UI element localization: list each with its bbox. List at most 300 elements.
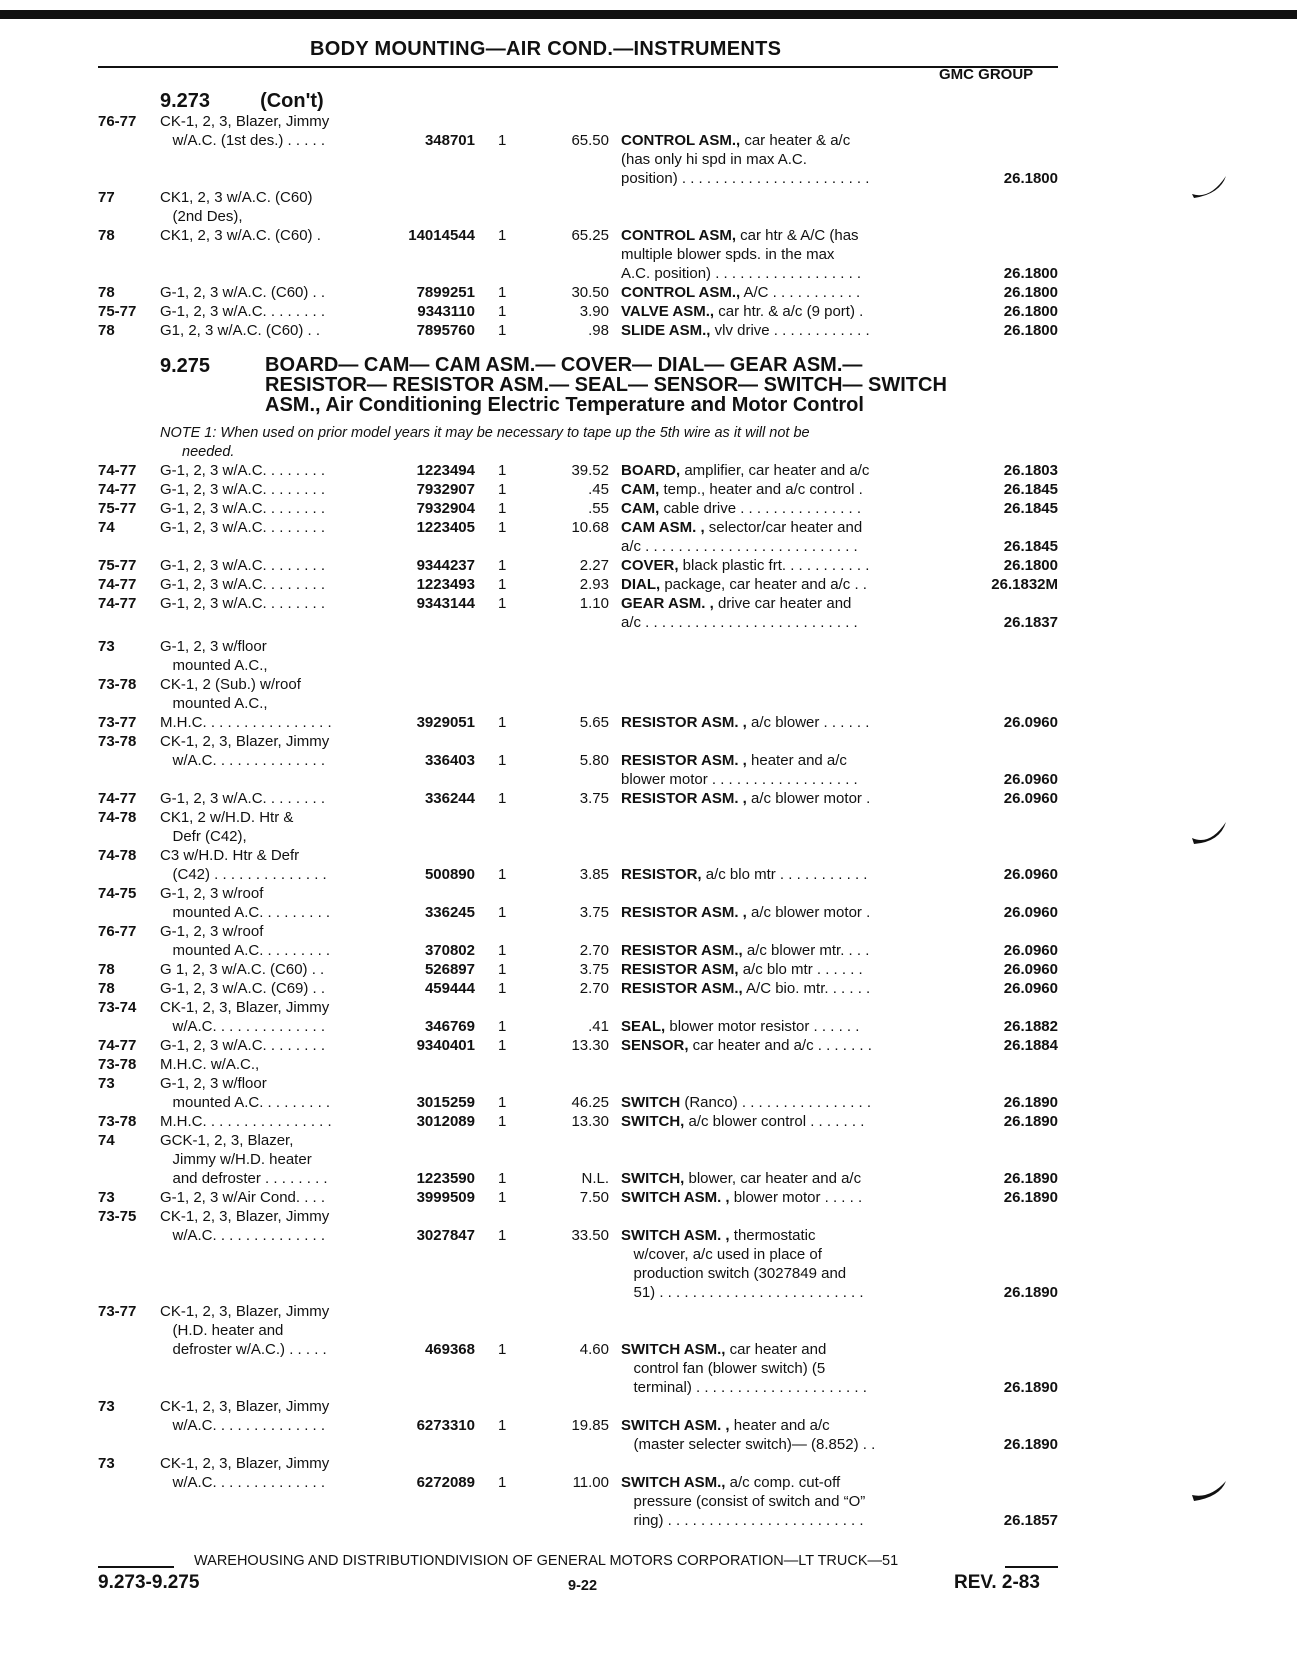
table-row bbox=[0, 461, 1297, 480]
table-row bbox=[0, 188, 1297, 207]
group-number: 26.1800 bbox=[1003, 322, 1058, 339]
part-name: SWITCH ASM., bbox=[621, 1474, 726, 1491]
part-detail: A/C . . . . . . . . . . . bbox=[740, 284, 861, 301]
price: 65.50 bbox=[571, 132, 609, 149]
table-row bbox=[0, 1283, 1297, 1302]
group-number: 26.0960 bbox=[1003, 961, 1058, 978]
section-number: 9.273 bbox=[160, 90, 211, 112]
part-description bbox=[621, 575, 867, 594]
part-description bbox=[621, 245, 834, 264]
model-years: 73 bbox=[98, 1398, 115, 1415]
price: 1.10 bbox=[579, 595, 609, 612]
quantity: 1 bbox=[498, 284, 507, 301]
model-years: 78 bbox=[98, 284, 115, 301]
table-row bbox=[0, 675, 1297, 694]
price: N.L. bbox=[581, 1170, 609, 1187]
part-detail: selector/car heater and bbox=[704, 519, 863, 536]
model-years: 74 bbox=[98, 519, 115, 536]
table-row bbox=[0, 169, 1297, 188]
model-application: G1, 2, 3 w/A.C. (C60) . . bbox=[160, 322, 321, 339]
model-application: CK-1, 2, 3, Blazer, Jimmy bbox=[160, 1208, 330, 1225]
table-row bbox=[0, 1473, 1297, 1492]
part-detail: a/c blower motor . bbox=[746, 904, 871, 921]
table-row bbox=[0, 1397, 1297, 1416]
model-years: 73-78 bbox=[98, 676, 137, 693]
model-application: G-1, 2, 3 w/A.C. . . . . . . . bbox=[160, 481, 326, 498]
model-application: mounted A.C. . . . . . . . . bbox=[160, 904, 331, 921]
part-description bbox=[621, 1492, 865, 1511]
part-detail: a/c blower control . . . . . . . bbox=[684, 1113, 865, 1130]
table-row bbox=[0, 884, 1297, 903]
model-application: G-1, 2, 3 w/A.C. . . . . . . . bbox=[160, 500, 326, 517]
quantity: 1 bbox=[498, 714, 507, 731]
note-line: NOTE 1: When used on prior model years it may be necessary to tape up the 5th wire as it will not be bbox=[160, 425, 810, 441]
model-years: 74-77 bbox=[98, 1037, 137, 1054]
part-name: SWITCH ASM. , bbox=[621, 1227, 730, 1244]
part-number: 1223405 bbox=[416, 519, 475, 536]
quantity: 1 bbox=[498, 904, 507, 921]
part-detail: A/C bio. mtr. . . . . . bbox=[742, 980, 871, 997]
price: .98 bbox=[588, 322, 609, 339]
part-number: 1223590 bbox=[416, 1170, 475, 1187]
part-name: COVER, bbox=[621, 557, 679, 574]
model-application: mounted A.C., bbox=[160, 695, 268, 712]
table-row bbox=[0, 637, 1297, 656]
group-number: 26.1800 bbox=[1003, 170, 1058, 187]
note-line: needed. bbox=[182, 444, 235, 460]
model-application: G 1, 2, 3 w/A.C. (C60) . . bbox=[160, 961, 325, 978]
part-detail: vlv drive . . . . . . . . . . . . bbox=[710, 322, 870, 339]
part-name: SWITCH, bbox=[621, 1113, 685, 1130]
price: 2.27 bbox=[579, 557, 609, 574]
part-description bbox=[621, 941, 869, 960]
table-row bbox=[0, 846, 1297, 865]
table-row bbox=[0, 694, 1297, 713]
table-row bbox=[0, 264, 1297, 283]
model-application: G-1, 2, 3 w/A.C. . . . . . . . bbox=[160, 595, 326, 612]
part-name: SEAL, bbox=[621, 1018, 666, 1035]
quantity: 1 bbox=[498, 1094, 507, 1111]
quantity: 1 bbox=[498, 557, 507, 574]
model-application: mounted A.C. . . . . . . . . bbox=[160, 942, 331, 959]
part-name: RESISTOR ASM. , bbox=[621, 752, 747, 769]
table-row bbox=[0, 518, 1297, 537]
part-number: 3999509 bbox=[416, 1189, 475, 1206]
part-detail: car heater & a/c bbox=[740, 132, 851, 149]
part-description bbox=[621, 789, 870, 808]
part-name: SLIDE ASM., bbox=[621, 322, 711, 339]
price: 3.85 bbox=[579, 866, 609, 883]
group-number: 26.1890 bbox=[1003, 1379, 1058, 1396]
part-detail: blower motor . . . . . . . . . . . . . . . . . . bbox=[621, 771, 858, 788]
table-row bbox=[0, 537, 1297, 556]
part-detail: a/c . . . . . . . . . . . . . . . . . . . . . . . . . . bbox=[621, 538, 858, 555]
part-number: 336244 bbox=[424, 790, 475, 807]
model-years: 74-78 bbox=[98, 809, 137, 826]
model-application: w/A.C. . . . . . . . . . . . . . bbox=[160, 1474, 326, 1491]
part-description bbox=[621, 751, 847, 770]
table-row bbox=[0, 1226, 1297, 1245]
part-description bbox=[621, 613, 858, 632]
part-detail: heater and a/c bbox=[746, 752, 847, 769]
part-detail: multiple blower spds. in the max bbox=[621, 246, 835, 263]
table-row bbox=[0, 789, 1297, 808]
table-row bbox=[0, 207, 1297, 226]
part-number: 7899251 bbox=[416, 284, 475, 301]
model-application: w/A.C. . . . . . . . . . . . . . bbox=[160, 752, 326, 769]
price: 13.30 bbox=[571, 1113, 609, 1130]
part-description bbox=[621, 499, 861, 518]
part-detail: a/c . . . . . . . . . . . . . . . . . . . . . . . . . . bbox=[621, 614, 858, 631]
table-row bbox=[0, 1359, 1297, 1378]
group-number: 26.1845 bbox=[1003, 481, 1058, 498]
part-name: SWITCH ASM., bbox=[621, 1341, 726, 1358]
part-description bbox=[621, 1226, 815, 1245]
model-application: CK-1, 2, 3, Blazer, Jimmy bbox=[160, 733, 330, 750]
model-years: 74-77 bbox=[98, 462, 137, 479]
model-application: w/A.C. . . . . . . . . . . . . . bbox=[160, 1227, 326, 1244]
group-number: 26.0960 bbox=[1003, 980, 1058, 997]
group-number: 26.1800 bbox=[1003, 557, 1058, 574]
model-years: 77 bbox=[98, 189, 115, 206]
model-years: 74-77 bbox=[98, 481, 137, 498]
model-application: G-1, 2, 3 w/roof bbox=[160, 885, 264, 902]
quantity: 1 bbox=[498, 1341, 507, 1358]
table-row bbox=[0, 556, 1297, 575]
table-row bbox=[0, 808, 1297, 827]
part-name: CAM, bbox=[621, 481, 660, 498]
model-application: CK1, 2 w/H.D. Htr & bbox=[160, 809, 294, 826]
quantity: 1 bbox=[498, 961, 507, 978]
part-detail: cable drive . . . . . . . . . . . . . . . bbox=[659, 500, 862, 517]
table-row bbox=[0, 1093, 1297, 1112]
part-detail: car heater and bbox=[725, 1341, 827, 1358]
group-number: 26.1890 bbox=[1003, 1284, 1058, 1301]
model-application: and defroster . . . . . . . . bbox=[160, 1170, 328, 1187]
quantity: 1 bbox=[498, 227, 507, 244]
part-description bbox=[621, 960, 863, 979]
part-detail: blower motor resistor . . . . . . bbox=[665, 1018, 860, 1035]
group-number: 26.1800 bbox=[1003, 303, 1058, 320]
table-row bbox=[0, 941, 1297, 960]
price: 13.30 bbox=[571, 1037, 609, 1054]
table-row bbox=[0, 1245, 1297, 1264]
model-years: 74 bbox=[98, 1132, 115, 1149]
part-name: VALVE ASM., bbox=[621, 303, 715, 320]
quantity: 1 bbox=[498, 980, 507, 997]
model-application: w/A.C. . . . . . . . . . . . . . bbox=[160, 1018, 326, 1035]
price: 2.70 bbox=[579, 942, 609, 959]
group-number: 26.1845 bbox=[1003, 500, 1058, 517]
price: .55 bbox=[588, 500, 609, 517]
part-description bbox=[621, 1283, 864, 1302]
part-number: 526897 bbox=[424, 961, 475, 978]
table-row bbox=[0, 1036, 1297, 1055]
part-number: 459444 bbox=[424, 980, 475, 997]
group-label: GMC GROUP bbox=[939, 66, 1034, 83]
part-number: 469368 bbox=[424, 1341, 475, 1358]
part-detail: a/c comp. cut-off bbox=[725, 1474, 841, 1491]
part-number: 7932904 bbox=[416, 500, 475, 517]
part-number: 370802 bbox=[424, 942, 475, 959]
table-row bbox=[0, 245, 1297, 264]
quantity: 1 bbox=[498, 1474, 507, 1491]
price: 2.93 bbox=[579, 576, 609, 593]
table-row bbox=[0, 1435, 1297, 1454]
part-description bbox=[621, 1093, 871, 1112]
group-number: 26.1890 bbox=[1003, 1170, 1058, 1187]
model-years: 75-77 bbox=[98, 557, 137, 574]
part-description bbox=[621, 321, 870, 340]
model-years: 73-78 bbox=[98, 733, 137, 750]
table-row bbox=[0, 1074, 1297, 1093]
part-detail: a/c blower motor . bbox=[746, 790, 871, 807]
part-description bbox=[621, 865, 867, 884]
price: 4.60 bbox=[579, 1341, 609, 1358]
part-detail: thermostatic bbox=[729, 1227, 816, 1244]
part-name: BOARD, bbox=[621, 462, 681, 479]
model-application: (H.D. heater and bbox=[160, 1322, 284, 1339]
quantity: 1 bbox=[498, 132, 507, 149]
part-name: GEAR ASM. , bbox=[621, 595, 714, 612]
part-detail: package, car heater and a/c . . bbox=[660, 576, 867, 593]
quantity: 1 bbox=[498, 303, 507, 320]
table-row bbox=[0, 1169, 1297, 1188]
group-number: 26.0960 bbox=[1003, 904, 1058, 921]
part-detail: w/cover, a/c used in place of bbox=[621, 1246, 822, 1263]
model-application: G-1, 2, 3 w/A.C. (C60) . . bbox=[160, 284, 326, 301]
group-number: 26.0960 bbox=[1003, 942, 1058, 959]
part-name: RESISTOR ASM, bbox=[621, 961, 739, 978]
price: 5.80 bbox=[579, 752, 609, 769]
part-name: SENSOR, bbox=[621, 1037, 689, 1054]
part-name: SWITCH ASM. , bbox=[621, 1417, 730, 1434]
part-number: 348701 bbox=[424, 132, 475, 149]
part-name: RESISTOR ASM. , bbox=[621, 904, 747, 921]
group-number: 26.1890 bbox=[1003, 1094, 1058, 1111]
page-title: BODY MOUNTING—AIR COND.—INSTRUMENTS bbox=[310, 38, 782, 60]
part-number: 500890 bbox=[424, 866, 475, 883]
model-years: 75-77 bbox=[98, 303, 137, 320]
part-name: CONTROL ASM., bbox=[621, 284, 741, 301]
price: .45 bbox=[588, 481, 609, 498]
model-application: G-1, 2, 3 w/floor bbox=[160, 1075, 267, 1092]
quantity: 1 bbox=[498, 942, 507, 959]
model-years: 73 bbox=[98, 1075, 115, 1092]
group-number: 26.1832M bbox=[991, 576, 1058, 593]
table-row bbox=[0, 283, 1297, 302]
quantity: 1 bbox=[498, 576, 507, 593]
part-number: 9343144 bbox=[416, 595, 475, 612]
table-row bbox=[0, 1340, 1297, 1359]
group-number: 26.1890 bbox=[1003, 1436, 1058, 1453]
section-number-9-275: 9.275 bbox=[160, 355, 211, 377]
footer-page-number: 9-22 bbox=[568, 1578, 598, 1594]
part-number: 1223493 bbox=[416, 576, 475, 593]
part-detail: (has only hi spd in max A.C. bbox=[621, 151, 807, 168]
table-row bbox=[0, 480, 1297, 499]
part-description bbox=[621, 1359, 825, 1378]
model-application: G-1, 2, 3 w/A.C. . . . . . . . bbox=[160, 557, 326, 574]
table-row bbox=[0, 1321, 1297, 1340]
table-row bbox=[0, 499, 1297, 518]
footer-revision: REV. 2-83 bbox=[954, 1572, 1040, 1593]
part-description bbox=[621, 1112, 864, 1131]
part-detail: production switch (3027849 and bbox=[621, 1265, 847, 1282]
price: 11.00 bbox=[572, 1474, 609, 1491]
table-row bbox=[0, 732, 1297, 751]
part-detail: terminal) . . . . . . . . . . . . . . . . . . . . . bbox=[621, 1379, 867, 1396]
model-years: 73-77 bbox=[98, 1303, 137, 1320]
footer-section-range: 9.273-9.275 bbox=[98, 1572, 200, 1593]
part-description bbox=[621, 226, 859, 245]
part-detail: car heater and a/c . . . . . . . bbox=[688, 1037, 872, 1054]
part-name: CONTROL ASM., bbox=[621, 132, 741, 149]
quantity: 1 bbox=[498, 1189, 507, 1206]
group-number: 26.1800 bbox=[1003, 265, 1058, 282]
part-description bbox=[621, 1245, 822, 1264]
model-application: CK-1, 2 (Sub.) w/roof bbox=[160, 676, 301, 693]
model-application: G-1, 2, 3 w/A.C. . . . . . . . bbox=[160, 790, 326, 807]
table-row bbox=[0, 1302, 1297, 1321]
model-years: 74-77 bbox=[98, 790, 137, 807]
part-description bbox=[621, 1017, 859, 1036]
part-detail: amplifier, car heater and a/c bbox=[680, 462, 870, 479]
part-description bbox=[621, 556, 869, 575]
price: 3.75 bbox=[579, 790, 609, 807]
part-number: 6273310 bbox=[416, 1417, 475, 1434]
model-application: CK1, 2, 3 w/A.C. (C60) . bbox=[160, 227, 321, 244]
quantity: 1 bbox=[498, 462, 507, 479]
group-number: 26.1837 bbox=[1003, 614, 1058, 631]
model-years: 78 bbox=[98, 227, 115, 244]
part-number: 336403 bbox=[424, 752, 475, 769]
table-row bbox=[0, 1511, 1297, 1530]
model-years: 73 bbox=[98, 1455, 115, 1472]
model-application: defroster w/A.C.) . . . . . bbox=[160, 1341, 327, 1358]
price: 2.70 bbox=[579, 980, 609, 997]
table-row bbox=[0, 1112, 1297, 1131]
part-description bbox=[621, 594, 851, 613]
table-row bbox=[0, 1150, 1297, 1169]
table-row bbox=[0, 1492, 1297, 1511]
part-number: 346769 bbox=[424, 1018, 475, 1035]
model-application: CK-1, 2, 3, Blazer, Jimmy bbox=[160, 999, 330, 1016]
model-years: 73-78 bbox=[98, 1113, 137, 1130]
group-number: 26.1884 bbox=[1003, 1037, 1058, 1054]
part-detail: black plastic frt. . . . . . . . . . . bbox=[678, 557, 870, 574]
binder-hole-mark bbox=[1190, 820, 1228, 850]
model-years: 74-78 bbox=[98, 847, 137, 864]
price: .41 bbox=[588, 1018, 609, 1035]
price: 7.50 bbox=[579, 1189, 609, 1206]
quantity: 1 bbox=[498, 1113, 507, 1130]
footer-rule-left bbox=[98, 1566, 174, 1568]
model-years: 73 bbox=[98, 638, 115, 655]
part-number: 7932907 bbox=[416, 481, 475, 498]
part-number: 3012089 bbox=[416, 1113, 475, 1130]
table-row bbox=[0, 713, 1297, 732]
part-detail: car htr. & a/c (9 port) . bbox=[714, 303, 864, 320]
part-description bbox=[621, 1435, 875, 1454]
group-number: 26.1890 bbox=[1003, 1113, 1058, 1130]
price: 39.52 bbox=[571, 462, 609, 479]
section-title-line: ASM., Air Conditioning Electric Temperature and Motor Control bbox=[265, 394, 864, 416]
quantity: 1 bbox=[498, 1227, 507, 1244]
price: 19.85 bbox=[571, 1417, 609, 1434]
part-detail: a/c blo mtr . . . . . . . . . . . bbox=[701, 866, 868, 883]
part-number: 9343110 bbox=[417, 303, 475, 320]
table-row bbox=[0, 1055, 1297, 1074]
model-application: C3 w/H.D. Htr & Defr bbox=[160, 847, 300, 864]
model-application: G-1, 2, 3 w/A.C. . . . . . . . bbox=[160, 1037, 326, 1054]
model-years: 78 bbox=[98, 322, 115, 339]
model-application: G-1, 2, 3 w/A.C. . . . . . . . bbox=[160, 462, 326, 479]
part-description bbox=[621, 1511, 864, 1530]
quantity: 1 bbox=[498, 790, 507, 807]
table-row bbox=[0, 150, 1297, 169]
part-description bbox=[621, 1340, 826, 1359]
model-application: w/A.C. (1st des.) . . . . . bbox=[160, 132, 326, 149]
price: 3.90 bbox=[579, 303, 609, 320]
part-name: SWITCH bbox=[621, 1094, 681, 1111]
table-row bbox=[0, 302, 1297, 321]
group-number: 26.0960 bbox=[1003, 714, 1058, 731]
model-years: 73-75 bbox=[98, 1208, 137, 1225]
part-detail: (Ranco) . . . . . . . . . . . . . . . . bbox=[680, 1094, 872, 1111]
part-description bbox=[621, 1416, 830, 1435]
part-number: 9344237 bbox=[416, 557, 475, 574]
model-years: 73-74 bbox=[98, 999, 137, 1016]
price: 3.75 bbox=[579, 904, 609, 921]
model-years: 78 bbox=[98, 961, 115, 978]
model-application: w/A.C. . . . . . . . . . . . . . bbox=[160, 1417, 326, 1434]
part-description bbox=[621, 461, 869, 480]
part-detail: temp., heater and a/c control . bbox=[659, 481, 863, 498]
part-name: RESISTOR ASM., bbox=[621, 942, 743, 959]
model-application: M.H.C. w/A.C., bbox=[160, 1056, 260, 1073]
section-suffix: (Con't) bbox=[260, 90, 324, 112]
model-application: M.H.C. . . . . . . . . . . . . . . . bbox=[160, 1113, 332, 1130]
price: 30.50 bbox=[571, 284, 609, 301]
part-detail: (master selecter switch)— (8.852) . . bbox=[621, 1436, 876, 1453]
title-rule bbox=[98, 66, 1058, 68]
table-row bbox=[0, 922, 1297, 941]
model-application: Jimmy w/H.D. heater bbox=[160, 1151, 312, 1168]
model-application: CK-1, 2, 3, Blazer, Jimmy bbox=[160, 1398, 330, 1415]
table-row bbox=[0, 827, 1297, 846]
part-description bbox=[621, 1036, 872, 1055]
section-title-line: BOARD— CAM— CAM ASM.— COVER— DIAL— GEAR ASM.— bbox=[265, 354, 863, 376]
model-application: G-1, 2, 3 w/A.C. . . . . . . . bbox=[160, 519, 326, 536]
part-description bbox=[621, 1473, 840, 1492]
part-detail: 51) . . . . . . . . . . . . . . . . . . . . . . . . . bbox=[621, 1284, 864, 1301]
price: 10.68 bbox=[571, 519, 609, 536]
quantity: 1 bbox=[498, 500, 507, 517]
table-row bbox=[0, 1454, 1297, 1473]
footer-rule-right bbox=[1005, 1566, 1058, 1568]
part-detail: a/c blo mtr . . . . . . bbox=[738, 961, 863, 978]
part-description bbox=[621, 1188, 862, 1207]
footer-text: WAREHOUSING AND DISTRIBUTIONDIVISION OF GENERAL MOTORS CORPORATION—LT TRUCK—51 bbox=[194, 1553, 899, 1569]
part-detail: pressure (consist of switch and “O” bbox=[621, 1493, 866, 1510]
part-number: 336245 bbox=[424, 904, 475, 921]
table-row bbox=[0, 575, 1297, 594]
part-number: 3929051 bbox=[416, 714, 475, 731]
part-detail: control fan (blower switch) (5 bbox=[621, 1360, 826, 1377]
table-row bbox=[0, 903, 1297, 922]
price: 65.25 bbox=[571, 227, 609, 244]
